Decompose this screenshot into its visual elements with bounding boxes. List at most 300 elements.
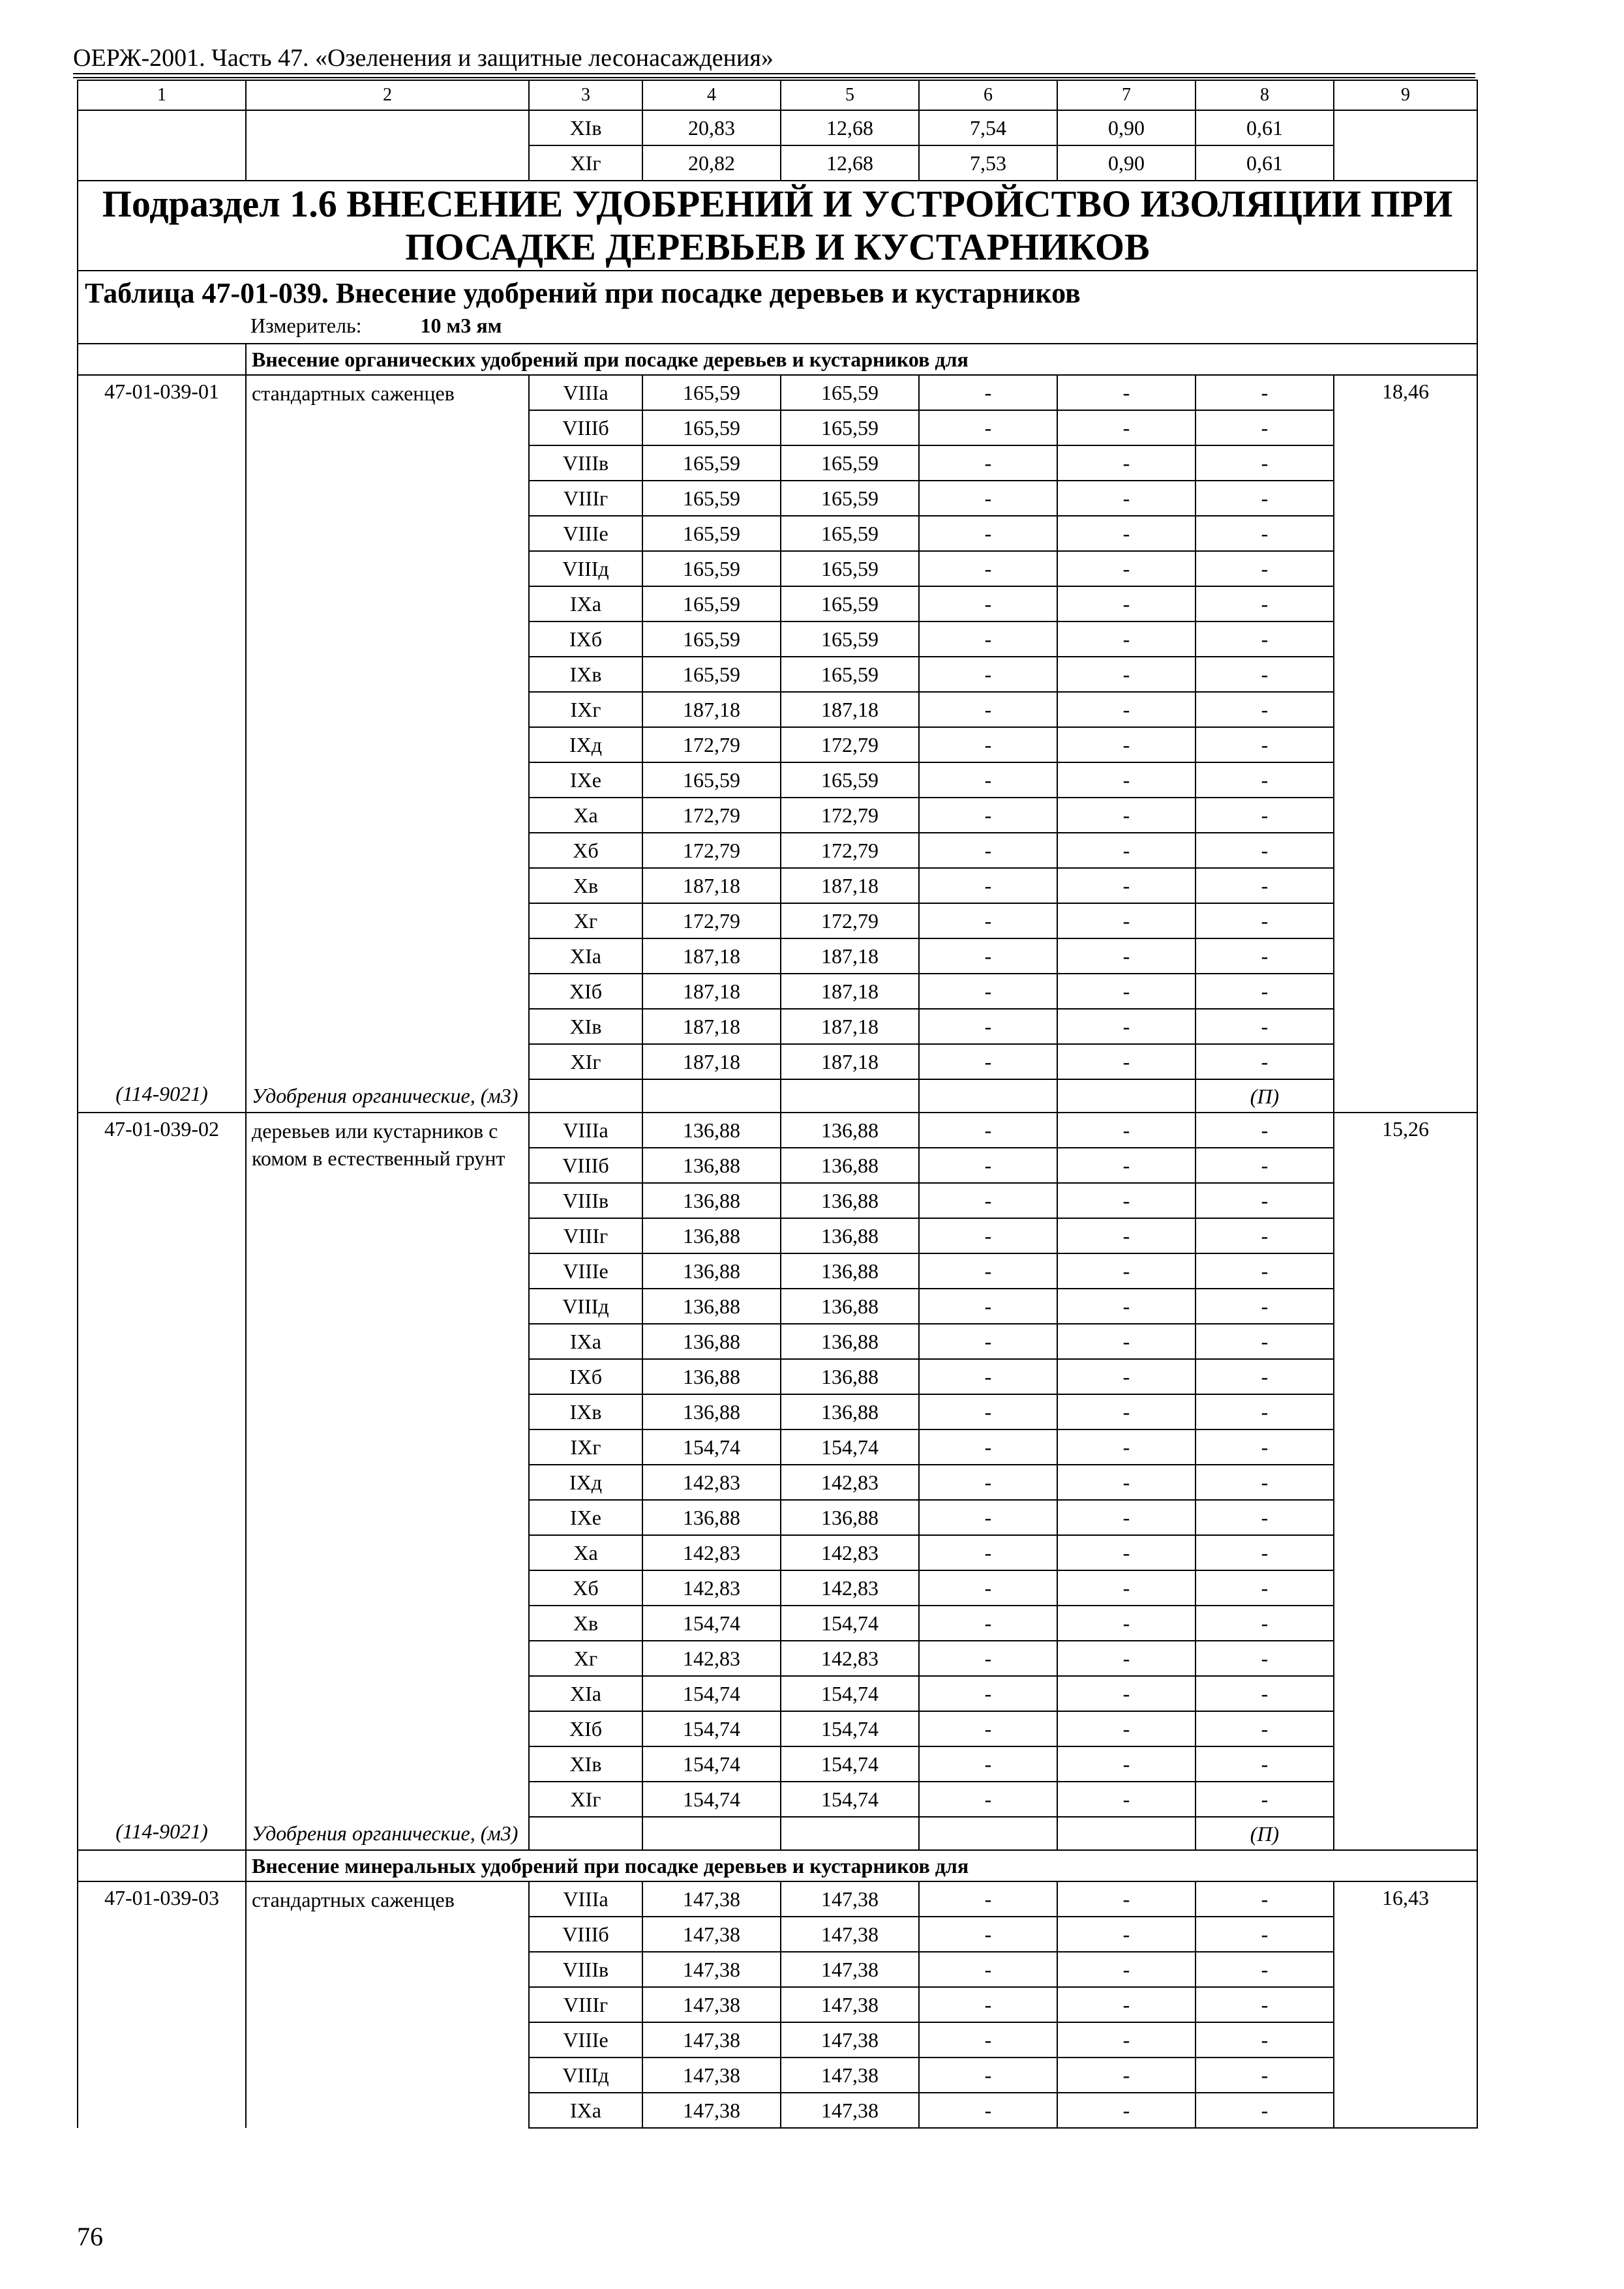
value-cell: - <box>1195 1009 1334 1044</box>
value-cell: 187,18 <box>642 868 781 903</box>
value-cell: - <box>919 1218 1057 1253</box>
value-cell: - <box>1195 657 1334 692</box>
value-cell: - <box>919 621 1057 657</box>
value-cell: - <box>1195 2093 1334 2128</box>
value-cell: - <box>1057 2057 1195 2093</box>
value-cell: - <box>919 481 1057 516</box>
value-cell: - <box>1057 1500 1195 1535</box>
zone-cell: VIIIа <box>529 1881 642 1917</box>
value-cell: - <box>1195 1711 1334 1746</box>
value-cell: 147,38 <box>642 1952 781 1987</box>
value-cell: - <box>1195 1183 1334 1218</box>
value-cell: 136,88 <box>781 1218 919 1253</box>
value-cell: - <box>1195 1570 1334 1606</box>
zone-cell: IXг <box>529 692 642 727</box>
zone-cell: XIв <box>529 1009 642 1044</box>
value-cell: 142,83 <box>642 1465 781 1500</box>
value-cell: - <box>1057 833 1195 868</box>
value-cell: - <box>919 727 1057 762</box>
value-cell: XIв <box>529 110 642 145</box>
zone-cell: VIIIв <box>529 1952 642 1987</box>
value-cell: - <box>919 1535 1057 1570</box>
value-cell: - <box>1195 974 1334 1009</box>
value-cell: 154,74 <box>781 1606 919 1641</box>
value-cell: 165,59 <box>642 445 781 481</box>
value-cell: 154,74 <box>642 1606 781 1641</box>
zone-cell: XIа <box>529 1676 642 1711</box>
value-cell: 147,38 <box>781 1881 919 1917</box>
value-cell: 142,83 <box>781 1535 919 1570</box>
value-cell: - <box>919 1570 1057 1606</box>
resource-name: Удобрения органические, (м3) <box>246 1817 529 1850</box>
zone-cell: VIIIд <box>529 2057 642 2093</box>
value-cell: - <box>919 974 1057 1009</box>
header-rule <box>73 77 1475 78</box>
value-cell: XIг <box>529 145 642 181</box>
value-cell: 147,38 <box>781 1987 919 2022</box>
value-cell: 165,59 <box>781 481 919 516</box>
value-cell: 136,88 <box>642 1500 781 1535</box>
column-number: 9 <box>1334 80 1477 110</box>
value-cell: - <box>1057 481 1195 516</box>
header-rule <box>73 73 1475 74</box>
value-cell: 172,79 <box>642 727 781 762</box>
value-cell: 172,79 <box>642 833 781 868</box>
empty-cell <box>1057 1079 1195 1113</box>
zone-cell: VIIIв <box>529 1183 642 1218</box>
resource-note: (П) <box>1195 1817 1334 1850</box>
value-cell: - <box>1195 1917 1334 1952</box>
empty-cell <box>642 1817 781 1850</box>
value-cell: 165,59 <box>781 657 919 692</box>
empty-cell <box>529 1079 642 1113</box>
value-cell: - <box>1057 1465 1195 1500</box>
value-cell: 12,68 <box>781 145 919 181</box>
zone-cell: VIIIг <box>529 481 642 516</box>
value-cell: - <box>1057 1429 1195 1465</box>
rate-total: 18,46 <box>1334 375 1477 1113</box>
zone-cell: VIIIе <box>529 1253 642 1289</box>
rate-name: деревьев или кустарников с комом в естественный грунт <box>246 1113 529 1817</box>
total-cell <box>1334 110 1477 181</box>
value-cell: - <box>1057 798 1195 833</box>
zone-cell: VIIIд <box>529 551 642 586</box>
rate-code: 47-01-039-03 <box>78 1881 246 2128</box>
value-cell: - <box>1057 2022 1195 2057</box>
table-body <box>78 80 1477 2128</box>
value-cell: - <box>1057 621 1195 657</box>
value-cell: 172,79 <box>781 903 919 938</box>
value-cell: 7,53 <box>919 145 1057 181</box>
group-heading: Внесение органических удобрений при посадке деревьев и кустарников для <box>246 344 1477 375</box>
resource-note: (П) <box>1195 1079 1334 1113</box>
resource-name: Удобрения органические, (м3) <box>246 1079 529 1113</box>
zone-cell: IXа <box>529 1324 642 1359</box>
value-cell: 187,18 <box>642 974 781 1009</box>
value-cell: 154,74 <box>642 1429 781 1465</box>
empty-cell <box>919 1079 1057 1113</box>
empty-cell <box>78 344 246 375</box>
value-cell: - <box>919 1289 1057 1324</box>
value-cell: - <box>1057 1394 1195 1429</box>
value-cell: 154,74 <box>642 1782 781 1817</box>
value-cell: - <box>1195 727 1334 762</box>
value-cell: - <box>1057 1535 1195 1570</box>
value-cell: - <box>1195 1782 1334 1817</box>
value-cell: 165,59 <box>642 586 781 621</box>
value-cell: 136,88 <box>642 1324 781 1359</box>
value-cell: - <box>919 1359 1057 1394</box>
value-cell: 154,74 <box>642 1676 781 1711</box>
column-number: 5 <box>781 80 919 110</box>
value-cell: 147,38 <box>642 1987 781 2022</box>
value-cell: - <box>1057 1570 1195 1606</box>
value-cell: - <box>1195 1987 1334 2022</box>
value-cell: - <box>1057 445 1195 481</box>
value-cell: - <box>1195 833 1334 868</box>
value-cell: - <box>1195 481 1334 516</box>
value-cell: 136,88 <box>642 1183 781 1218</box>
value-cell: - <box>1057 762 1195 798</box>
value-cell: - <box>1057 516 1195 551</box>
value-cell: - <box>919 1711 1057 1746</box>
subsection-row <box>78 181 1477 271</box>
value-cell: - <box>919 1606 1057 1641</box>
zone-cell: VIIIа <box>529 375 642 410</box>
zone-cell: XIб <box>529 1711 642 1746</box>
value-cell: - <box>919 868 1057 903</box>
value-cell: - <box>1195 868 1334 903</box>
value-cell: 136,88 <box>781 1113 919 1148</box>
zone-cell: VIIIб <box>529 1148 642 1183</box>
value-cell: - <box>1057 1009 1195 1044</box>
value-cell: - <box>919 1917 1057 1952</box>
value-cell: - <box>1057 1148 1195 1183</box>
value-cell: 187,18 <box>781 974 919 1009</box>
rate-code: 47-01-039-02 <box>78 1113 246 1817</box>
value-cell: - <box>1057 1711 1195 1746</box>
value-cell: 12,68 <box>781 110 919 145</box>
zone-cell: VIIIб <box>529 1917 642 1952</box>
value-cell: - <box>919 938 1057 974</box>
table-title-row <box>78 271 1477 344</box>
value-cell: 187,18 <box>781 938 919 974</box>
value-cell: - <box>1057 903 1195 938</box>
value-cell: 136,88 <box>781 1394 919 1429</box>
value-cell: - <box>1057 1289 1195 1324</box>
value-cell: - <box>919 1009 1057 1044</box>
value-cell: - <box>1057 1218 1195 1253</box>
value-cell: 172,79 <box>642 903 781 938</box>
value-cell: - <box>1057 586 1195 621</box>
value-cell: - <box>919 551 1057 586</box>
value-cell: 165,59 <box>781 586 919 621</box>
value-cell: - <box>1057 1676 1195 1711</box>
value-cell: 187,18 <box>642 692 781 727</box>
resource-row <box>78 1817 1477 1850</box>
value-cell: - <box>1057 2093 1195 2128</box>
rate-total: 16,43 <box>1334 1881 1477 2128</box>
group-heading-row <box>78 1850 1477 1881</box>
value-cell: - <box>919 2057 1057 2093</box>
measure-label: Измеритель: <box>250 314 362 337</box>
rate-name: стандартных саженцев <box>246 1881 529 2128</box>
code-cell <box>78 110 246 181</box>
value-cell: 165,59 <box>642 516 781 551</box>
value-cell: 187,18 <box>781 692 919 727</box>
zone-cell: IXа <box>529 2093 642 2128</box>
rate-row <box>78 375 1477 410</box>
value-cell: - <box>1057 1253 1195 1289</box>
zone-cell: IXб <box>529 621 642 657</box>
value-cell: 136,88 <box>642 1394 781 1429</box>
value-cell: 172,79 <box>781 833 919 868</box>
value-cell: 187,18 <box>642 1009 781 1044</box>
value-cell: 147,38 <box>642 2093 781 2128</box>
column-number: 4 <box>642 80 781 110</box>
value-cell: 20,82 <box>642 145 781 181</box>
column-number: 6 <box>919 80 1057 110</box>
zone-cell: VIIIе <box>529 2022 642 2057</box>
value-cell: - <box>1057 974 1195 1009</box>
name-cell <box>246 110 529 181</box>
value-cell: - <box>1195 410 1334 445</box>
running-header <box>73 43 1475 77</box>
value-cell: - <box>1057 551 1195 586</box>
rate-name: стандартных саженцев <box>246 375 529 1079</box>
zone-cell: VIIIг <box>529 1218 642 1253</box>
measure-line <box>85 312 1470 339</box>
value-cell: 142,83 <box>642 1535 781 1570</box>
value-cell: - <box>1195 1113 1334 1148</box>
value-cell: - <box>919 1782 1057 1817</box>
value-cell: - <box>1057 1917 1195 1952</box>
carryover-row <box>78 110 1477 145</box>
zone-cell: IXе <box>529 1500 642 1535</box>
value-cell: - <box>1195 621 1334 657</box>
value-cell: 136,88 <box>781 1253 919 1289</box>
value-cell: 0,90 <box>1057 110 1195 145</box>
value-cell: - <box>1195 375 1334 410</box>
value-cell: - <box>1057 375 1195 410</box>
rate-total: 15,26 <box>1334 1113 1477 1850</box>
value-cell: - <box>919 445 1057 481</box>
value-cell: - <box>1057 1044 1195 1079</box>
value-cell: - <box>919 798 1057 833</box>
value-cell: 136,88 <box>781 1500 919 1535</box>
empty-cell <box>78 1850 246 1881</box>
value-cell: 136,88 <box>781 1289 919 1324</box>
value-cell: 165,59 <box>781 516 919 551</box>
value-cell: - <box>1057 657 1195 692</box>
value-cell: - <box>1195 1746 1334 1782</box>
value-cell: 147,38 <box>642 2022 781 2057</box>
value-cell: - <box>1195 1676 1334 1711</box>
value-cell: - <box>919 1324 1057 1359</box>
value-cell: - <box>1057 868 1195 903</box>
zone-cell: XIг <box>529 1782 642 1817</box>
empty-cell <box>781 1817 919 1850</box>
value-cell: 147,38 <box>642 1881 781 1917</box>
value-cell: 154,74 <box>781 1429 919 1465</box>
value-cell: 136,88 <box>642 1113 781 1148</box>
value-cell: 0,90 <box>1057 145 1195 181</box>
rate-row <box>78 1113 1477 1148</box>
value-cell: - <box>919 2093 1057 2128</box>
value-cell: - <box>919 586 1057 621</box>
zone-cell: Xа <box>529 1535 642 1570</box>
value-cell: - <box>1195 903 1334 938</box>
value-cell: - <box>919 1429 1057 1465</box>
value-cell: - <box>919 762 1057 798</box>
value-cell: - <box>1057 1359 1195 1394</box>
value-cell: - <box>919 1044 1057 1079</box>
column-number: 1 <box>78 80 246 110</box>
value-cell: - <box>1057 1952 1195 1987</box>
value-cell: 165,59 <box>781 410 919 445</box>
value-cell: - <box>1057 1987 1195 2022</box>
column-number-row <box>78 80 1477 110</box>
empty-cell <box>919 1817 1057 1850</box>
value-cell: - <box>1057 1782 1195 1817</box>
value-cell: - <box>1195 1253 1334 1289</box>
value-cell: 20,83 <box>642 110 781 145</box>
value-cell: - <box>919 1500 1057 1535</box>
value-cell: - <box>919 833 1057 868</box>
value-cell: 0,61 <box>1195 145 1334 181</box>
empty-cell <box>529 1817 642 1850</box>
value-cell: 147,38 <box>781 2093 919 2128</box>
zone-cell: XIб <box>529 974 642 1009</box>
column-number: 8 <box>1195 80 1334 110</box>
value-cell: - <box>1195 1606 1334 1641</box>
zone-cell: IXв <box>529 1394 642 1429</box>
value-cell: 165,59 <box>781 762 919 798</box>
value-cell: - <box>919 2022 1057 2057</box>
value-cell: 154,74 <box>781 1782 919 1817</box>
value-cell: - <box>1195 445 1334 481</box>
value-cell: 187,18 <box>642 1044 781 1079</box>
zone-cell: VIIIв <box>529 445 642 481</box>
value-cell: 165,59 <box>642 621 781 657</box>
value-cell: 136,88 <box>642 1148 781 1183</box>
value-cell: - <box>1195 1289 1334 1324</box>
value-cell: - <box>919 903 1057 938</box>
running-header-text: ОЕРЖ-2001. Часть 47. «Озеленения и защитные лесонасаждения» <box>73 44 774 72</box>
value-cell: - <box>1195 2022 1334 2057</box>
zone-cell: Xб <box>529 1570 642 1606</box>
value-cell: - <box>1195 692 1334 727</box>
zone-cell: IXв <box>529 657 642 692</box>
zone-cell: Xа <box>529 798 642 833</box>
value-cell: - <box>1195 551 1334 586</box>
value-cell: - <box>1195 1218 1334 1253</box>
value-cell: 154,74 <box>642 1746 781 1782</box>
value-cell: - <box>1057 1641 1195 1676</box>
value-cell: 172,79 <box>642 798 781 833</box>
value-cell: 165,59 <box>781 445 919 481</box>
value-cell: 165,59 <box>642 657 781 692</box>
value-cell: - <box>1195 1535 1334 1570</box>
page-number: 76 <box>77 2222 103 2251</box>
value-cell: - <box>1057 410 1195 445</box>
value-cell: - <box>1195 938 1334 974</box>
value-cell: 154,74 <box>781 1676 919 1711</box>
value-cell: - <box>1057 1183 1195 1218</box>
value-cell: 154,74 <box>642 1711 781 1746</box>
value-cell: 142,83 <box>642 1570 781 1606</box>
value-cell: 136,88 <box>642 1218 781 1253</box>
value-cell: - <box>1057 692 1195 727</box>
table-title: Таблица 47-01-039. Внесение удобрений при посадке деревьев и кустарников <box>85 277 1081 309</box>
value-cell: - <box>919 1183 1057 1218</box>
value-cell: - <box>1195 1500 1334 1535</box>
value-cell: - <box>919 1987 1057 2022</box>
value-cell: - <box>1057 1746 1195 1782</box>
zone-cell: IXд <box>529 1465 642 1500</box>
value-cell: 136,88 <box>781 1359 919 1394</box>
value-cell: 147,38 <box>781 2022 919 2057</box>
group-heading-row <box>78 344 1477 375</box>
zone-cell: Xг <box>529 903 642 938</box>
value-cell: - <box>1057 1113 1195 1148</box>
value-cell: 136,88 <box>781 1183 919 1218</box>
value-cell: 165,59 <box>781 551 919 586</box>
zone-cell: IXг <box>529 1429 642 1465</box>
value-cell: 142,83 <box>781 1641 919 1676</box>
rates-table <box>77 80 1478 2129</box>
zone-cell: VIIIд <box>529 1289 642 1324</box>
value-cell: 165,59 <box>642 375 781 410</box>
value-cell: - <box>1195 1952 1334 1987</box>
value-cell: - <box>919 1952 1057 1987</box>
value-cell: 172,79 <box>781 798 919 833</box>
value-cell: 147,38 <box>642 2057 781 2093</box>
value-cell: - <box>1057 1324 1195 1359</box>
value-cell: - <box>1195 1148 1334 1183</box>
zone-cell: IXа <box>529 586 642 621</box>
value-cell: 165,59 <box>781 621 919 657</box>
value-cell: 154,74 <box>781 1746 919 1782</box>
value-cell: 165,59 <box>642 762 781 798</box>
zone-cell: IXд <box>529 727 642 762</box>
value-cell: 165,59 <box>781 375 919 410</box>
value-cell: - <box>1057 938 1195 974</box>
zone-cell: Xв <box>529 868 642 903</box>
rate-code: 47-01-039-01 <box>78 375 246 1079</box>
value-cell: - <box>1195 1044 1334 1079</box>
column-number: 7 <box>1057 80 1195 110</box>
value-cell: 136,88 <box>781 1148 919 1183</box>
value-cell: - <box>1195 762 1334 798</box>
value-cell: - <box>1057 1881 1195 1917</box>
value-cell: 172,79 <box>781 727 919 762</box>
value-cell: - <box>919 1253 1057 1289</box>
value-cell: 136,88 <box>642 1253 781 1289</box>
value-cell: - <box>1195 586 1334 621</box>
value-cell: - <box>1195 1641 1334 1676</box>
value-cell: 147,38 <box>781 1917 919 1952</box>
value-cell: - <box>919 1465 1057 1500</box>
value-cell: 7,54 <box>919 110 1057 145</box>
value-cell: - <box>919 1881 1057 1917</box>
value-cell: 136,88 <box>781 1324 919 1359</box>
rate-row <box>78 1881 1477 1917</box>
value-cell: 0,61 <box>1195 110 1334 145</box>
value-cell: 187,18 <box>642 938 781 974</box>
zone-cell: XIг <box>529 1044 642 1079</box>
resource-code: (114-9021) <box>78 1079 246 1113</box>
